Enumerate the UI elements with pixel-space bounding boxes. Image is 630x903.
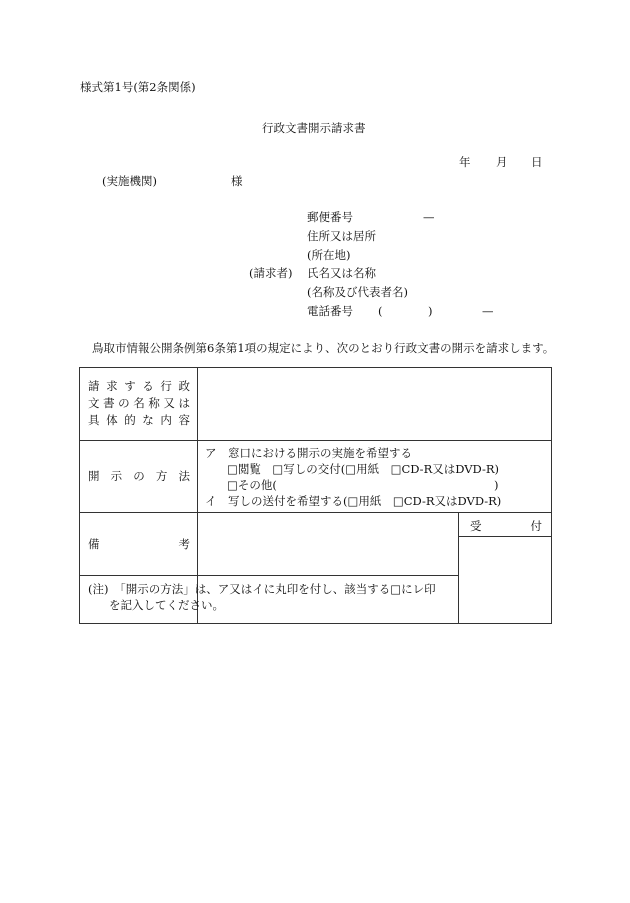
receipt-stamp-area <box>459 537 551 623</box>
agency-label: (実施機関) <box>102 174 157 188</box>
document-name-label-line1: 請 求 す る 行 政 <box>88 379 190 393</box>
form-number: 様式第1号(第2条関係) <box>80 80 196 94</box>
location-label: (所在地) <box>307 248 351 262</box>
date-month: 月 <box>496 155 508 169</box>
document-name-label-line3: 具 体 的 な 内 容 <box>88 413 190 427</box>
receipt-label: 受 付 <box>470 519 542 533</box>
name-label: 氏名又は名称 <box>307 266 376 280</box>
method-option-a[interactable]: ア 窓口における開示の実施を希望する <box>205 446 412 460</box>
agency-honorific: 様 <box>231 174 243 188</box>
phone-dash: — <box>482 304 494 318</box>
document-name-label-line2: 文 書 の 名 称 又 は <box>88 396 190 410</box>
remarks-field[interactable] <box>198 513 457 574</box>
disclosure-method-label: 開 示 の 方 法 <box>88 469 190 483</box>
document-name-field[interactable] <box>198 368 551 440</box>
phone-paren-open: ( <box>378 304 383 318</box>
method-option-a-choices[interactable]: □閲覧 □写しの交付(□用紙 □CD-R又はDVD-R) <box>227 462 500 476</box>
date-day: 日 <box>531 155 543 169</box>
request-form-table <box>79 367 552 624</box>
note-line-2: を記入してください。 <box>109 598 224 612</box>
row-divider-1 <box>80 440 551 441</box>
requester-label: (請求者) <box>249 266 293 280</box>
request-statement: 鳥取市情報公開条例第6条第1項の規定により、次のとおり行政文書の開示を請求します。 <box>92 341 555 355</box>
representative-label: (名称及び代表者名) <box>307 285 408 299</box>
date-year: 年 <box>459 155 471 169</box>
phone-paren-close: ) <box>428 304 433 318</box>
postal-code-dash: — <box>423 210 435 224</box>
method-option-a-other[interactable]: □その他( <box>227 478 277 492</box>
document-title: 行政文書開示請求書 <box>262 121 366 135</box>
method-option-i[interactable]: イ 写しの送付を希望する(□用紙 □CD-R又はDVD-R) <box>205 494 502 508</box>
remarks-label: 備 考 <box>88 537 190 551</box>
method-option-a-other-close: ) <box>494 478 499 492</box>
note-line-1: (注) 「開示の方法」は、ア又はイに丸印を付し、該当する□にレ印 <box>88 582 436 596</box>
phone-label: 電話番号 <box>307 304 353 318</box>
note-divider <box>80 575 458 576</box>
address-label: 住所又は居所 <box>307 229 376 243</box>
postal-code-label: 郵便番号 <box>307 210 353 224</box>
